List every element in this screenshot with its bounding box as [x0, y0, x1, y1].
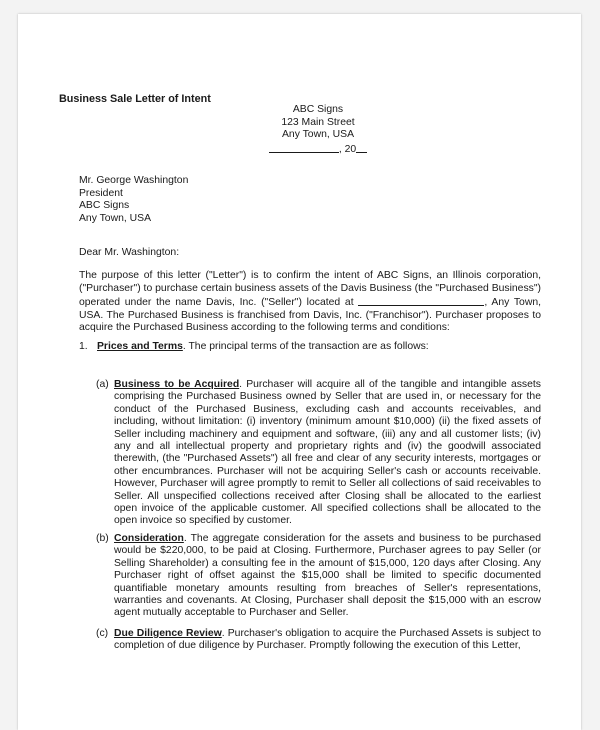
recipient-company: ABC Signs [79, 200, 130, 211]
document-title: Business Sale Letter of Intent [59, 93, 211, 105]
item-a [96, 379, 541, 528]
location-blank [358, 295, 484, 306]
item-b-text: . The aggregate consideration for the assets and business to be purchased would be $220,000, to be paid at Closing. Furthermore, Purchaser agrees to pay Seller (or Selling Shareholder) a consulting fee in the amount of $15,000, 120 days after Closing. Any Purchaser right of offset against the $15,000 shall be limited to specific documented quantifiable monetary amounts resulting from breaches of Seller's representations, warranties and covenants. At Closing, Purchaser shall deposit the $15,000 with an escrow agent mutually acceptable to Purchaser and Seller. [114, 533, 541, 619]
item-c-body [114, 628, 541, 653]
recipient-title: President [79, 187, 123, 199]
date-line [253, 142, 383, 157]
document-page [18, 14, 581, 730]
year-blank [356, 142, 367, 153]
item-b-heading: Consideration [114, 533, 184, 544]
intro-text-b: , Any Town, USA. The Purchased Business is franchised from Davis, Inc. ("Franchisor"). Purchaser proposes to acquire the Purchased Business according to the following terms and conditions: [79, 297, 542, 334]
recipient-name: Mr. George Washington [79, 175, 189, 186]
recipient-block [79, 175, 188, 225]
section-1-number: 1. [79, 341, 88, 352]
intro-paragraph [79, 270, 541, 335]
date-suffix: , 20 [338, 143, 357, 155]
sender-city: Any Town, USA [282, 129, 354, 141]
section-1-heading: Prices and Terms [97, 341, 183, 352]
item-c-label: (c) [96, 628, 109, 639]
item-a-heading: Business to be Acquired [114, 379, 240, 390]
sender-name: ABC Signs [292, 104, 344, 115]
salutation: Dear Mr. Washington: [79, 247, 180, 258]
item-a-label: (a) [96, 379, 109, 390]
sender-street: 123 Main Street [281, 116, 355, 128]
section-1 [79, 341, 429, 354]
item-c-heading: Due Diligence Review [114, 628, 222, 639]
section-1-text: . The principal terms of the transaction are as follows: [182, 341, 429, 352]
item-c-text: . Purchaser's obligation to acquire the Purchased Assets is subject to completion of due diligence by Purchaser. Promptly following the execution of this Letter, [114, 628, 541, 652]
item-a-body [114, 379, 541, 528]
date-blank [269, 142, 339, 153]
item-b-label: (b) [96, 533, 109, 544]
item-a-text: . Purchaser will acquire all of the tangible and intangible assets comprising the Purchased Business owned by Seller that are used in, or necessary for the conduct of the Purchased Business, excluding cash and accounts receivables, and including, without limitation: (i) inventory (minimum amount $10,000) (ii) the fixed assets of Seller including machinery and equipment and software, (iii) any and all customer lists; (iv) any and all intellectual property and proprietary rights and (iv) the goodwill associated therewith, (the "Purchased Assets") all free and clear of any security interests, mortgages or other encumbrances. Purchaser will not be acquiring Seller's cash or accounts receivable. However, Purchaser will agree promptly to remit to Seller all collections of said receivables to Seller. All unspecified collections received after Closing shall be allocated to the earliest open invoice of the applicable customer. All specified collections shall be allocated to the open invoice so specified by customer. [114, 379, 541, 527]
item-b-body [114, 533, 541, 620]
item-c [96, 628, 541, 653]
intro-text-a: The purpose of this letter ("Letter") is to confirm the intent of ABC Signs, an Illinois corporation, ("Purchaser") to purchase certain business assets of the Davis Business (the "Purchased Business") operated under the name Davis, Inc. ("Seller") located at [79, 270, 541, 309]
sender-block [253, 104, 383, 156]
item-b [96, 533, 541, 620]
recipient-city: Any Town, USA [79, 212, 151, 224]
